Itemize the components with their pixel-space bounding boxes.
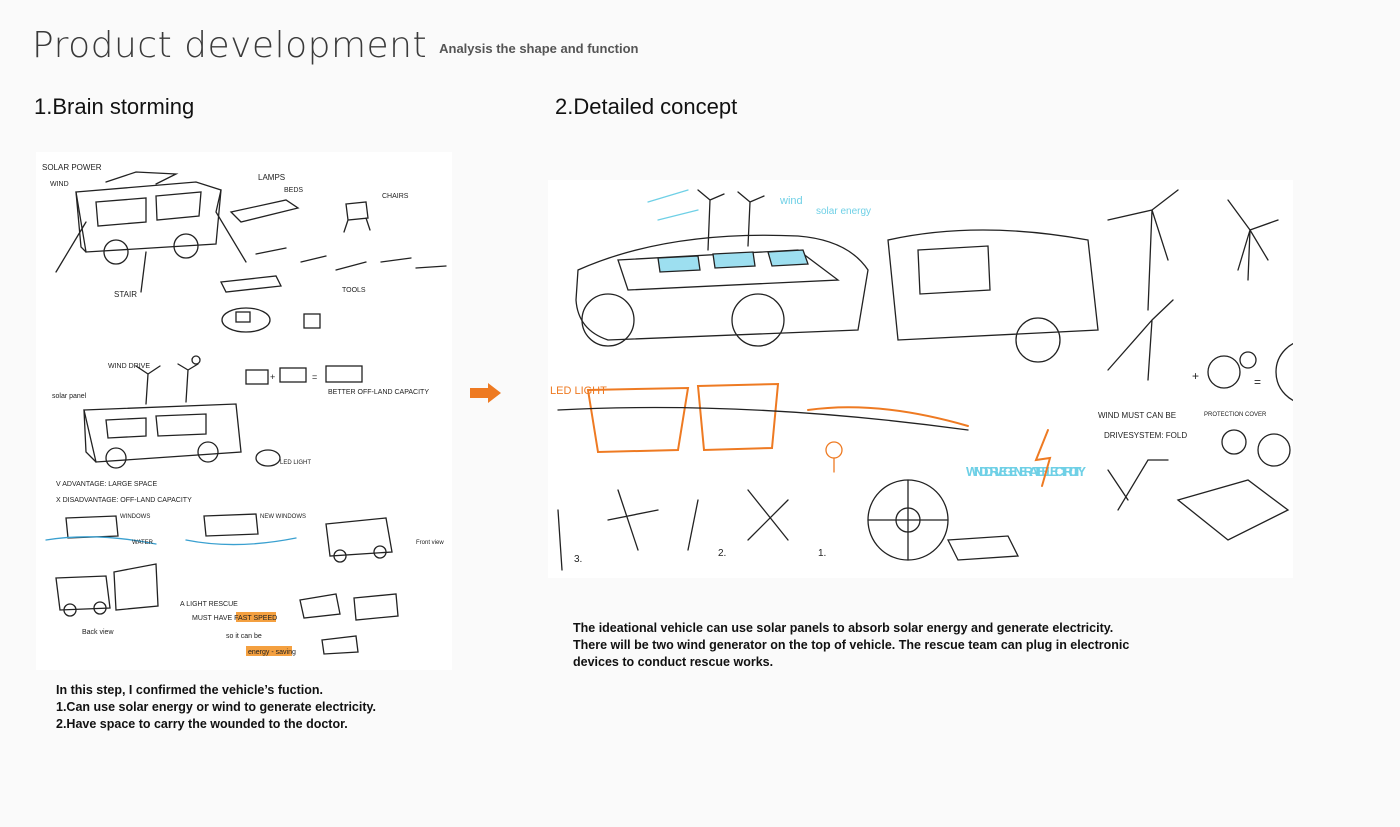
note-energy-saving: energy - saving — [248, 649, 296, 656]
note-protection-cover: PROTECTION COVER — [1204, 412, 1267, 418]
note-num-1: 1. — [818, 548, 827, 559]
page-title: Product development — [32, 25, 428, 66]
caption-line: In this step, I confirmed the vehicle’s fuction. — [56, 683, 323, 697]
note-tools: TOOLS — [342, 287, 366, 294]
note-wind-drive: WIND DRIVE — [108, 363, 150, 370]
caption-line: 1.Can use solar energy or wind to generate electricity. — [56, 700, 377, 714]
brainstorming-sketch — [36, 152, 452, 670]
svg-text:+: + — [270, 372, 276, 382]
note-wind-blue: wind — [780, 195, 803, 207]
page-header — [32, 22, 639, 70]
section-title-brainstorming: 1.Brain storming — [34, 94, 195, 119]
note-windows: WINDOWS — [120, 514, 151, 520]
note-led-light: LED LIGHT — [280, 460, 312, 466]
detailed-concept-sketch — [548, 180, 1293, 578]
rv-sketch-middle — [84, 364, 241, 468]
note-better-offland: BETTER OFF-LAND CAPACITY — [328, 389, 429, 396]
note-drive-system: DRIVESYSTEM: FOLD — [1104, 431, 1188, 440]
arrow-right-icon — [470, 383, 502, 403]
note-lamps: LAMPS — [258, 173, 286, 182]
note-beds: BEDS — [284, 187, 304, 194]
page-subtitle: Analysis the shape and function — [439, 41, 639, 56]
note-wind: WIND — [50, 181, 69, 188]
note-disadvantage: X DISADVANTAGE: OFF-LAND CAPACITY — [56, 497, 192, 504]
note-led-light-orange: LED LIGHT — [550, 385, 607, 397]
rv-sketch-top — [56, 172, 246, 292]
note-solar-panel: solar panel — [52, 393, 87, 400]
note-chairs: CHAIRS — [382, 193, 409, 200]
note-must-can-be: WIND MUST CAN BE — [1098, 411, 1177, 420]
note-advantage: V ADVANTAGE: LARGE SPACE — [56, 481, 158, 488]
caption-line: 2.Have space to carry the wounded to the doctor. — [56, 717, 348, 731]
svg-text:=: = — [1254, 375, 1262, 389]
note-stair: STAIR — [114, 290, 137, 299]
svg-text:=: = — [312, 372, 318, 382]
note-wind-drive: WIND DRIVE GENERATE ELECTRICITY — [966, 464, 1086, 479]
note-water: WATER — [132, 540, 153, 546]
note-light-rescue: A LIGHT RESCUE — [180, 601, 238, 608]
note-so-it-can-be: so it can be — [226, 633, 262, 640]
caption-line: The ideational vehicle can use solar panels to absorb solar energy and generate electricity. — [573, 621, 1114, 635]
note-num-3: 3. — [574, 554, 583, 565]
note-solar-power: SOLAR POWER — [42, 163, 102, 172]
svg-text:+: + — [1192, 369, 1200, 383]
note-solar-energy: solar energy — [816, 206, 872, 217]
note-num-2: 2. — [718, 548, 727, 559]
section-title-detailed-concept: 2.Detailed concept — [555, 94, 738, 119]
note-must-have: MUST HAVE FAST SPEED — [192, 615, 278, 622]
note-new-windows: NEW WINDOWS — [260, 514, 306, 520]
caption-line: There will be two wind generator on the top of vehicle. The rescue team can plug in electronic — [573, 638, 1130, 652]
brainstorming-caption — [56, 682, 496, 733]
note-front-view: Front view — [416, 540, 444, 546]
caption-line: devices to conduct rescue works. — [573, 655, 774, 669]
note-back-view: Back view — [82, 629, 114, 636]
concept-caption — [573, 620, 1213, 671]
